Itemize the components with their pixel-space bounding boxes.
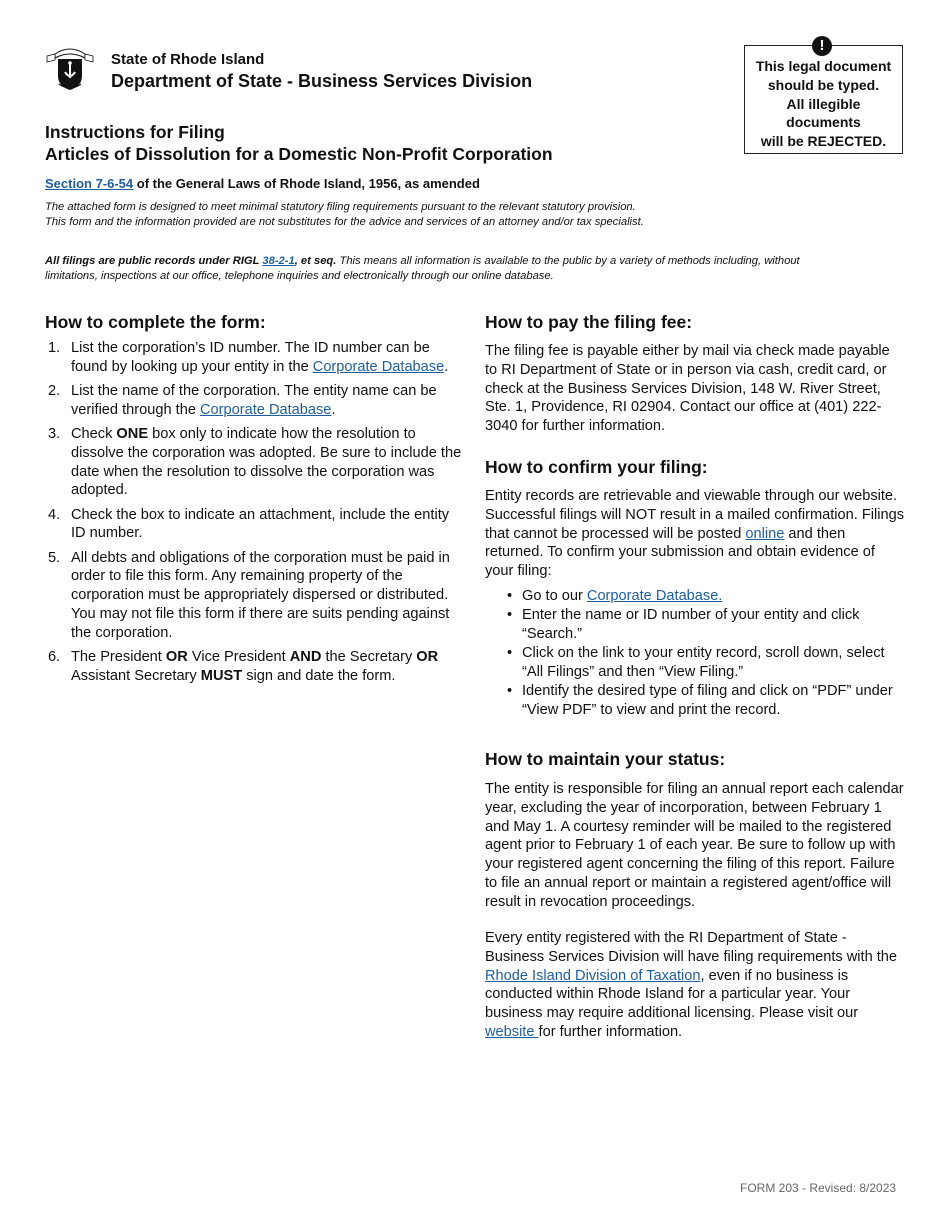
corporate-database-link[interactable]: Corporate Database. (586, 588, 723, 604)
list-item: • Enter the name or ID number of your entity and click “Search.” (507, 607, 860, 642)
pay-fee-heading: How to pay the filing fee: (485, 312, 693, 332)
statute-reference: Section 7-6-54 of the General Laws of Rhode Island, 1956, as amended (45, 176, 480, 191)
public-records-note: All filings are public records under RIGL 38-2-1, et seq. This means all information is available to the public by a variety of methods including, without limitations, inspections at our office, telephone inquiries and electronically through our online database. (45, 255, 800, 282)
list-item: 3. Check ONE box only to indicate how the resolution to dissolve the corporation was adopted. Be sure to include the date when the resolution to dissolve the corporation was adopted. (48, 425, 462, 499)
department-name: Department of State - Business Services Division (111, 71, 533, 91)
website-link[interactable]: website (485, 1023, 539, 1040)
rhode-island-seal-icon (45, 44, 95, 92)
disclaimer: The attached form is designed to meet minimal statutory filing requirements pursuant to the relevant statutory provision. This form and the information provided are not substitutes for the advice and services of an attorney and/or tax specialist. (45, 201, 644, 228)
complete-form-heading: How to complete the form: (45, 312, 266, 332)
statute-link[interactable]: Section 7-6-54 (45, 176, 134, 191)
online-link[interactable]: online (745, 525, 785, 542)
warning-text: This legal document should be typed. All illegible documents will be REJECTED. (755, 58, 892, 150)
page-title: Instructions for Filing (45, 122, 225, 142)
pay-fee-text: The filing fee is payable either by mail via check made payable to RI Department of State or in person via cash, credit card, or check at the Business Services Division, 148 W. River Street, Ste. 1, Providence, RI 02904. Contact our office at (401) 222-3040 for further information. (485, 343, 890, 435)
confirm-filing-heading: How to confirm your filing: (485, 457, 708, 477)
list-item: • Identify the desired type of filing and click on “PDF” under “View PDF” to view and print the record. (507, 683, 893, 718)
list-item: 4. Check the box to indicate an attachment, include the entity ID number. (48, 506, 450, 542)
corporate-database-link[interactable]: Corporate Database (312, 358, 445, 375)
rigl-link[interactable]: 38-2-1 (262, 255, 295, 267)
confirm-filing-text: Entity records are retrievable and viewable through our website. Successful filings will NOT result in a mailed confirmation. Filings that cannot be processed will be posted online and then returned. To confirm your submission and obtain evidence of your filing: (485, 488, 905, 580)
list-item: 2. List the name of the corporation. The entity name can be verified through the Corporate Database. (48, 382, 437, 418)
entity-requirements-text: Every entity registered with the RI Department of State - Business Services Division will have filing requirements with the Rhode Island Division of Taxation, even if no business is conducted within Rhode Island for a particular year. Your business may require additional licensing. Please visit our website for further information. (485, 930, 898, 1040)
form-revision-label: FORM 203 - Revised: 8/2023 (740, 1181, 897, 1195)
confirm-steps (485, 587, 905, 720)
list-item: 5. All debts and obligations of the corporation must be paid in order to file this form. Any remaining property of the corporation must be appropriately dispersed or distributed. You may not file this form if there are suits pending against the corporation. (48, 549, 450, 641)
taxation-link[interactable]: Rhode Island Division of Taxation (485, 967, 701, 984)
list-item: • Go to our Corporate Database. (507, 588, 723, 604)
page-subtitle: Articles of Dissolution for a Domestic Non-Profit Corporation (45, 144, 553, 164)
list-item: 1. List the corporation’s ID number. The ID number can be found by looking up your entity in the Corporate Database. (48, 340, 449, 375)
maintain-status-text: The entity is responsible for filing an annual report each calendar year, excluding the year of incorporation, between February 1 and May 1. A courtesy reminder will be mailed to the registered agent prior to February 1 of each year. Be sure to follow up with your registered agent concerning the filing of this report. Failure to file an annual report or maintain a registered agent/office will result in revocation proceedings. (485, 781, 904, 910)
corporate-database-link[interactable]: Corporate Database (200, 401, 332, 418)
maintain-status-heading: How to maintain your status: (485, 749, 726, 769)
exclamation-icon: ! (812, 36, 832, 56)
instruction-steps (45, 339, 465, 691)
state-name: State of Rhode Island (111, 51, 265, 68)
list-item: 6. The President OR Vice President AND the Secretary OR Assistant Secretary MUST sign and date the form. (48, 648, 439, 684)
list-item: • Click on the link to your entity record, scroll down, select “All Filings” and then “View Filing.” (507, 645, 885, 680)
